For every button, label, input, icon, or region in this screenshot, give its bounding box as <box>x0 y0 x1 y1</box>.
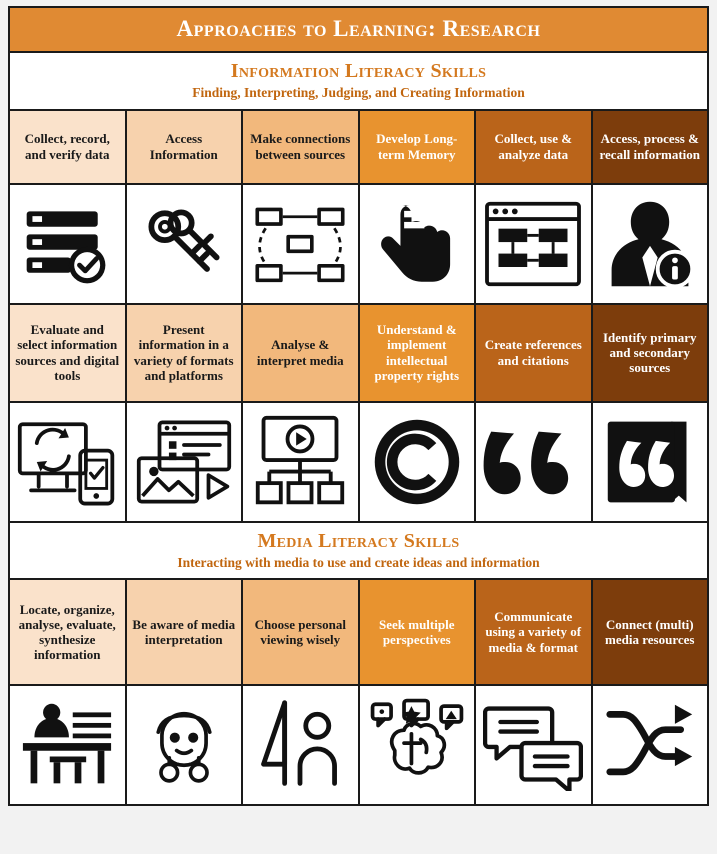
skill-label-cell: Connect (multi) media resources <box>593 580 708 684</box>
section-subtitle: Finding, Interpreting, Judging, and Creating Information <box>192 85 525 100</box>
skill-label-cell: Evaluate and select information sources and digital tools <box>10 305 127 401</box>
skill-icon-row <box>10 686 707 804</box>
student-desk-study-icon <box>10 686 127 804</box>
section-subtitle: Interacting with media to use and create ideas and information <box>177 554 540 570</box>
skill-label-row <box>10 580 707 686</box>
skill-label-cell: Access Information <box>127 111 244 183</box>
hand-pointing-memory-icon <box>360 185 477 303</box>
poster-title-banner: Approaches to Learning: Research <box>10 8 707 53</box>
skill-label-cell: Make connections between sources <box>243 111 360 183</box>
quotation-marks-icon <box>476 403 593 521</box>
section-header-information-literacy <box>10 53 707 111</box>
section-title: Information Literacy Skills <box>230 60 487 82</box>
skill-label-cell: Choose personal viewing wisely <box>243 580 360 684</box>
skill-label-cell: Identify primary and secondary sources <box>593 305 708 401</box>
person-information-icon <box>593 185 708 303</box>
skill-label-row <box>10 111 707 185</box>
person-head-thinking-icon <box>127 686 244 804</box>
skill-label-cell: Communicate using a variety of media & format <box>476 580 593 684</box>
desktop-mobile-sync-icon <box>10 403 127 521</box>
poster-container <box>8 6 709 806</box>
connected-devices-network-icon <box>243 185 360 303</box>
speech-bubbles-icon <box>476 686 593 804</box>
skill-label-row <box>10 305 707 403</box>
skill-icon-row <box>10 403 707 523</box>
presentation-media-icon <box>127 403 244 521</box>
browser-data-chart-icon <box>476 185 593 303</box>
section-title: Media Literacy Skills <box>257 529 460 552</box>
skill-icon-row <box>10 185 707 305</box>
shuffle-arrows-icon <box>593 686 708 804</box>
brain-perspectives-icon <box>360 686 477 804</box>
skill-label-cell: Be aware of media interpretation <box>127 580 244 684</box>
quote-book-icon <box>593 403 708 521</box>
skill-label-cell: Create references and citations <box>476 305 593 401</box>
skill-label-cell: Collect, use & analyze data <box>476 111 593 183</box>
skill-label-cell: Present information in a variety of formats and platforms <box>127 305 244 401</box>
keys-icon <box>127 185 244 303</box>
data-records-check-icon <box>10 185 127 303</box>
skill-label-cell: Seek multiple perspectives <box>360 580 477 684</box>
skill-label-cell: Locate, organize, analyse, evaluate, synthesize information <box>10 580 127 684</box>
skill-label-cell: Understand & implement intellectual property rights <box>360 305 477 401</box>
skill-label-cell: Collect, record, and verify data <box>10 111 127 183</box>
section-header-media-literacy <box>10 523 707 581</box>
copyright-icon <box>360 403 477 521</box>
screen-person-viewing-icon <box>243 686 360 804</box>
skill-label-cell: Analyse & interpret media <box>243 305 360 401</box>
video-flowchart-icon <box>243 403 360 521</box>
skill-label-cell: Develop Long-term Memory <box>360 111 477 183</box>
skill-label-cell: Access, process & recall information <box>593 111 708 183</box>
